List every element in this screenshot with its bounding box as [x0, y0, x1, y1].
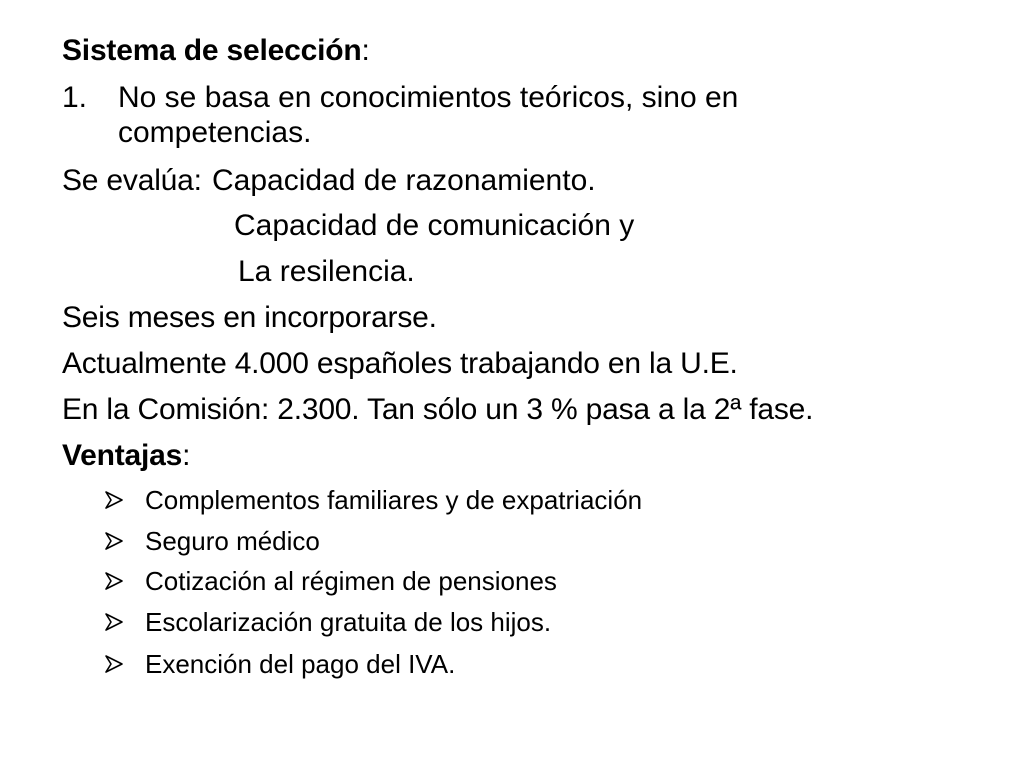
arrow-bullet-icon	[104, 607, 124, 637]
line-months: Seis meses en incorporarse.	[62, 301, 437, 334]
item-text-line2: competencias.	[118, 116, 312, 149]
item-number: 1.	[62, 81, 88, 114]
advantage-item: Seguro médico	[145, 526, 320, 556]
heading-colon: :	[361, 34, 370, 67]
advantages-heading	[62, 439, 190, 473]
advantage-item: Escolarización gratuita de los hijos.	[145, 607, 552, 637]
advantage-item: Exención del pago del IVA.	[145, 649, 456, 679]
heading	[62, 34, 370, 68]
advantage-item: Complementos familiares y de expatriación	[145, 485, 643, 515]
evaluated-label: Se evalúa:	[62, 164, 202, 197]
item-text-line1: No se basa en conocimientos teóricos, sino en	[118, 81, 739, 114]
advantages-heading-colon: :	[182, 439, 191, 472]
evaluated-item-2: Capacidad de comunicación y	[234, 209, 635, 242]
line-commission: En la Comisión: 2.300. Tan sólo un 3 % pasa a la 2ª fase.	[62, 393, 814, 426]
arrow-bullet-icon	[104, 485, 124, 515]
evaluated-item-3: La resilencia.	[238, 255, 415, 288]
advantages-heading-text: Ventajas	[62, 439, 183, 472]
arrow-bullet-icon	[104, 566, 124, 596]
evaluated-item-1: Capacidad de razonamiento.	[212, 164, 596, 197]
advantage-item: Cotización al régimen de pensiones	[145, 566, 557, 596]
line-spaniards: Actualmente 4.000 españoles trabajando en la U.E.	[62, 347, 738, 380]
arrow-bullet-icon	[104, 526, 124, 556]
arrow-bullet-icon	[104, 649, 124, 679]
heading-text: Sistema de selección	[62, 34, 362, 67]
